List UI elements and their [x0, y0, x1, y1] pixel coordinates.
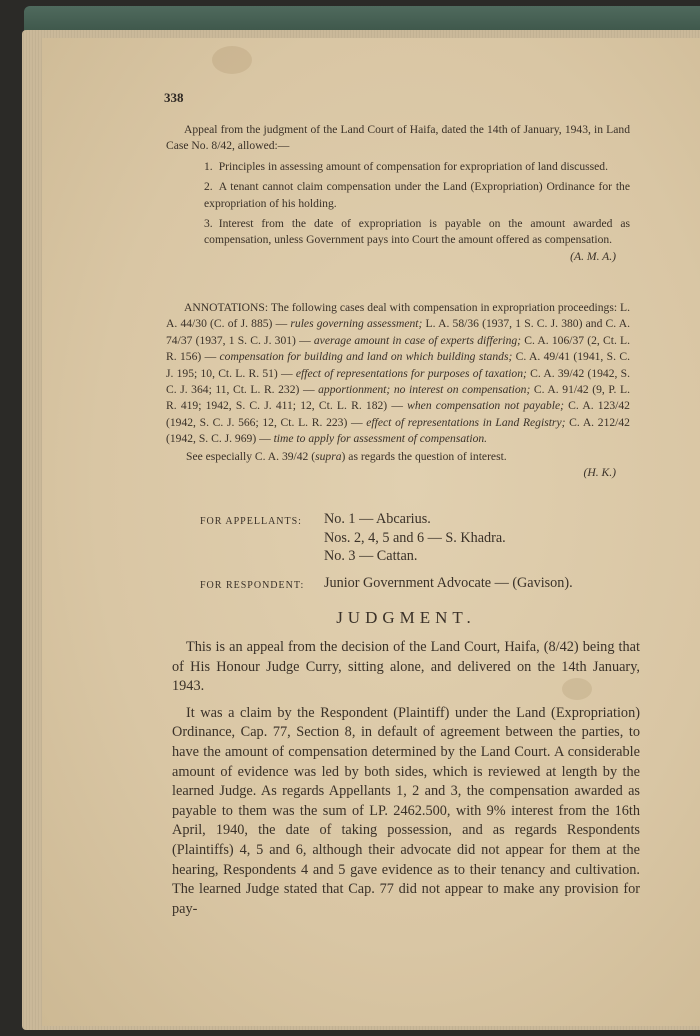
holding-text: A tenant cannot claim compensation under the Land (Expropriation) Ordinance for the expropriation of his holding. — [204, 180, 630, 210]
annotation-citation: C. A. 212/42 (1942, S. C. J. 969) — — [166, 415, 630, 446]
page-number: 338 — [164, 90, 184, 105]
headnote-intro: Appeal from the judgment of the Land Court of Haifa, dated the 14th of January, 1943, in Land Case No. 8/42, allowed:— — [166, 123, 630, 153]
annotation-subject: apportionment; no interest on compensation; — [318, 383, 531, 397]
annotation-subject: time to apply for assessment of compensation. — [273, 432, 488, 446]
annotations-segments — [166, 301, 630, 445]
see-text-start: See especially C. A. 39/42 ( — [186, 449, 316, 463]
annotation-citation: C. A. 91/42 (9, P. L. R. 419; 1942, S. C. J. 411; 12, Ct. L. R. 182) — — [166, 383, 630, 413]
appellant-counsel: No. 1 — Abcarius. — [324, 511, 431, 527]
annotations — [166, 300, 630, 481]
annotations-text — [166, 300, 630, 448]
annotation-citation: C. A. 106/37 (2, Ct. L. R. 156) — — [166, 333, 631, 364]
holding-text: Principles in assessing amount of compensation for expropriation of land discussed. — [218, 159, 608, 173]
appellant-counsel: Nos. 2, 4, 5 and 6 — S. Khadra. — [324, 529, 506, 546]
headnote — [166, 122, 630, 265]
appellant-counsel: No. 3 — Cattan. — [324, 548, 418, 564]
annotation-citation: C. A. 49/41 (1941, S. C. J. 195; 10, Ct. L. R. 51) — — [166, 350, 631, 380]
holding-item — [204, 159, 630, 175]
holding-number: 3. — [204, 217, 213, 231]
annotations-label: ANNOTATIONS: — [184, 301, 269, 314]
paper-stain — [212, 46, 252, 74]
annotation-citation: C. A. 123/42 (1942, S. C. J. 566; 12, Ct. L. R. 223) — — [166, 399, 630, 429]
appellants-list — [324, 510, 660, 566]
judgment-body — [172, 638, 640, 926]
respondent-label: FOR RESPONDENT: — [200, 579, 305, 591]
book-page — [42, 38, 700, 1026]
annotation-citation: L. A. 58/36 (1937, 1 S. C. J. 380) and C. A. 74/37 (1937, 1 S. C. J. 301) — — [166, 317, 631, 347]
holding-item — [204, 179, 630, 212]
judgment-paragraph: This is an appeal from the decision of the Land Court, Haifa, (8/42) being that of His Honour Judge Curry, sitting alone, and delivered on the 14th January, 1943. — [172, 639, 640, 695]
annotation-citation: C. A. 39/42 (1942, S. C. J. 364; 11, Ct. L. R. 232) — — [166, 366, 630, 397]
annotations-initials: (H. K.) — [583, 466, 616, 480]
annotation-subject: effect of representations in Land Registry; — [366, 415, 566, 429]
holding-number: 2. — [204, 180, 213, 194]
annotations-see-especially — [166, 449, 630, 465]
holding-item — [204, 216, 630, 249]
judgment-heading: JUDGMENT. — [336, 608, 476, 627]
respondent-counsel: Junior Government Advocate — (Gavison). — [324, 574, 573, 591]
annotation-subject: effect of representations for purposes of taxation; — [295, 366, 527, 380]
appellants-label: FOR APPELLANTS: — [200, 516, 302, 527]
see-text-italic: supra — [315, 449, 342, 463]
appellants-row — [200, 510, 660, 566]
annotation-subject: rules governing assessment; — [290, 317, 423, 331]
respondent-row — [200, 574, 660, 596]
annotation-citation: The following cases deal with compensation in expropriation proceedings: L. A. 44/30 (C. of J. 885) — — [166, 301, 630, 331]
holding-text: Interest from the date of expropriation is payable on the amount awarded as compensation, unless Government pays into Court the amount offered as compensation. — [204, 217, 630, 247]
see-text-end: ) as regards the question of interest. — [341, 449, 507, 463]
counsel-block — [200, 510, 660, 595]
holding-number: 1. — [204, 159, 213, 173]
annotation-subject: when compensation not payable; — [407, 399, 564, 413]
headnote-initials: (A. M. A.) — [570, 249, 616, 263]
annotation-subject: average amount in case of experts differing; — [313, 333, 522, 347]
judgment-paragraph: It was a claim by the Respondent (Plaintiff) under the Land (Expropriation) Ordinance, Cap. 77, Section 8, in default of agreement between the parties, to have the amount of compensation determined by the Land Court. A considerable amount of evidence was led by both sides, which is reviewed at length by the learned Judge. As regards Appellants 1, 2 and 3, the compensation awarded as payable to them was the sum of LP. 2462.500, with 9% interest from the 16th April, 1940, the date of taking possession, and as regards Respondents (Plaintiffs) 4, 5 and 6, although their advocate did not appear for them at the hearing, Respondents 4 and 5 gave evidence as to their tenancy and cultivation. The learned Judge stated that Cap. 77 did not appear to make any provision for pay- — [172, 704, 640, 917]
annotation-subject: compensation for building and land on which building stands; — [219, 350, 513, 364]
